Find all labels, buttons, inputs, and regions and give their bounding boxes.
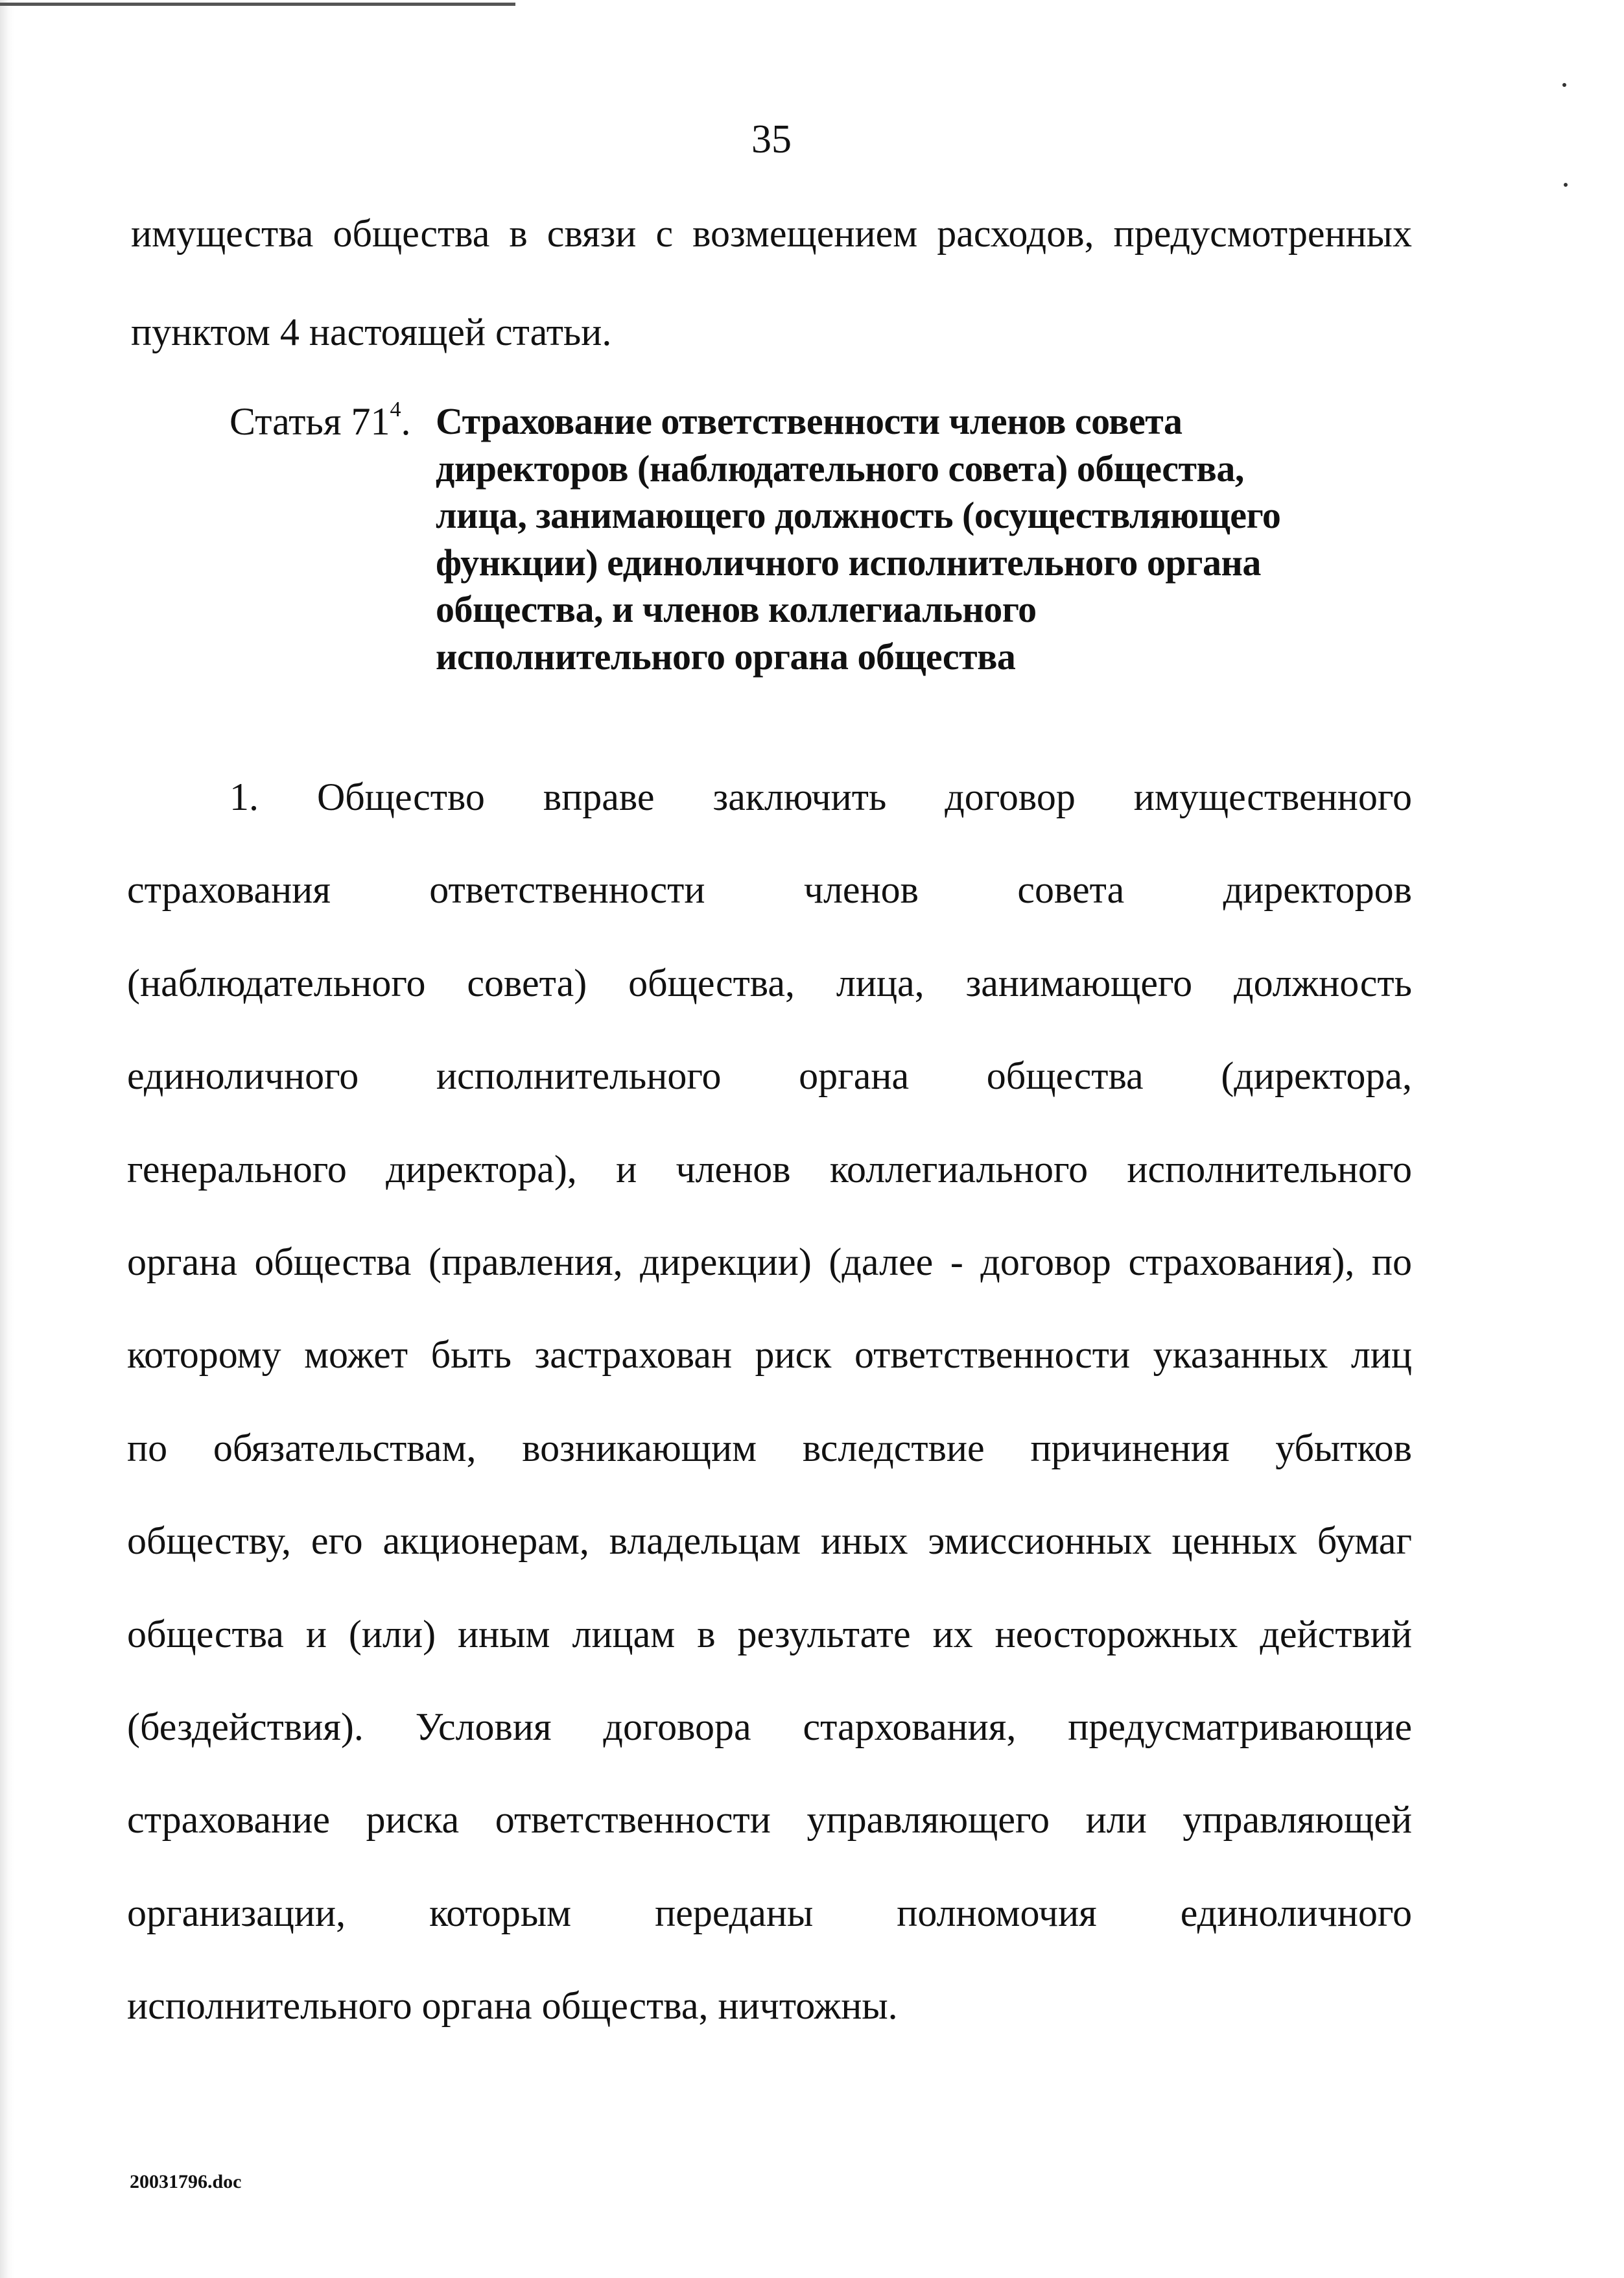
paragraph-line: (бездействия). Условия договора стархования, предусматривающие <box>127 1705 1412 1748</box>
footer-filename: 20031796.doc <box>130 2171 242 2192</box>
scan-speck <box>1562 83 1566 87</box>
paragraph-line: исполнительного органа общества, ничтожны. <box>127 1984 898 2028</box>
paragraph-line: которому может быть застрахован риск ответственности указанных лиц <box>127 1333 1412 1377</box>
intro-line: пунктом 4 настоящей статьи. <box>131 311 612 353</box>
paragraph-line: 1. Общество вправе заключить договор имущественного <box>229 776 1412 818</box>
paragraph-line: обществу, его акционерам, владельцам иных эмиссионных ценных бумаг <box>127 1519 1412 1563</box>
article-title-line: лица, занимающего должность (осуществляющего <box>436 494 1281 536</box>
article-superscript: 4 <box>390 397 401 421</box>
article-title-line: Страхование ответственности членов совета <box>436 400 1183 442</box>
paragraph-line: генерального директора), и членов коллегиального исполнительного <box>127 1147 1412 1191</box>
scan-speck <box>1564 183 1568 187</box>
paragraph-line: (наблюдательного совета) общества, лица, занимающего должность <box>127 961 1412 1004</box>
scan-top-line <box>0 3 515 6</box>
paragraph-line: организации, которым переданы полномочия единоличного <box>127 1891 1412 1934</box>
paragraph-line: общества и (или) иным лицам в результате их неосторожных действий <box>127 1612 1412 1655</box>
article-label-dot: . <box>401 400 411 443</box>
paragraph-line: органа общества (правления, дирекции) (далее - договор страхования), по <box>127 1240 1412 1283</box>
article-title-line: общества, и членов коллегиального <box>436 588 1037 630</box>
article-title-line: директоров (наблюдательного совета) общества, <box>436 447 1244 490</box>
article-number: Статья 71 <box>229 400 390 443</box>
paragraph-line: страхования ответственности членов совета директоров <box>127 868 1412 912</box>
page-number: 35 <box>751 117 792 161</box>
article-title-line: функции) единоличного исполнительного органа <box>436 541 1261 584</box>
intro-line: имущества общества в связи с возмещением расходов, предусмотренных <box>131 212 1412 255</box>
scan-edge-shadow <box>0 0 14 2278</box>
paragraph-line: страхование риска ответственности управляющего или управляющей <box>127 1798 1412 1842</box>
article-title-line: исполнительного органа общества <box>436 635 1016 678</box>
paragraph-line: единоличного исполнительного органа общества (директора, <box>127 1054 1412 1098</box>
paragraph-line: по обязательствам, возникающим вследствие причинения убытков <box>127 1426 1412 1469</box>
article-label <box>229 398 410 445</box>
article-title <box>436 398 1280 680</box>
